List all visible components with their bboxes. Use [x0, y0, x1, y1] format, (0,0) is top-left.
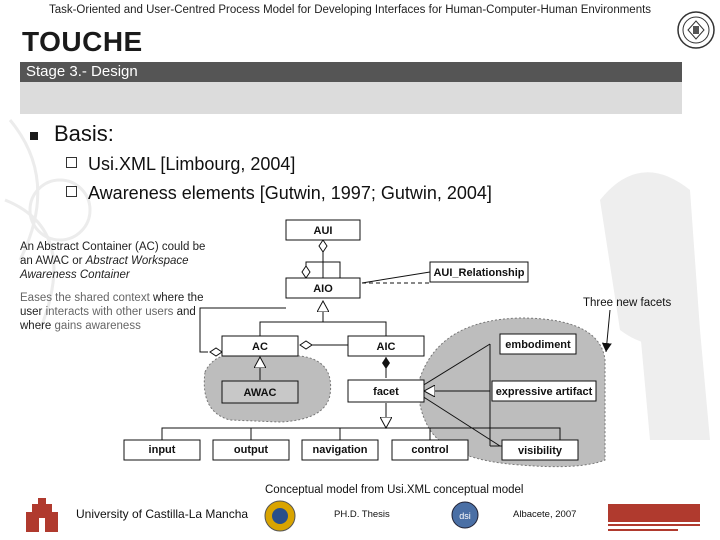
svg-text:visibility: visibility	[517, 445, 563, 457]
node-ac	[222, 336, 298, 356]
svg-text:embodiment: embodiment	[505, 339, 571, 351]
svg-text:AC: AC	[252, 341, 268, 353]
sub-bullet-text: Awareness elements [Gutwin, 1997; Gutwin, 2004]	[88, 183, 492, 203]
svg-text:output: output	[233, 444, 269, 456]
svg-text:navigation: navigation	[312, 444, 368, 456]
note-line: where	[20, 320, 55, 332]
footer-university: University of Castilla-La Mancha	[76, 507, 249, 521]
note-line: An Abstract Container (AC) could be	[20, 241, 206, 253]
node-output	[213, 440, 289, 460]
louise-logo-icon	[606, 502, 702, 536]
svg-text:AIO: AIO	[313, 283, 333, 295]
sub-bullet-text: Usi.XML [Limbourg, 2004]	[88, 154, 296, 174]
svg-text:AWAC: AWAC	[243, 387, 277, 399]
node-aui-relationship	[430, 262, 528, 282]
node-embodiment	[500, 334, 576, 354]
svg-text:AIC: AIC	[376, 341, 396, 353]
university-logo-icon	[262, 498, 298, 534]
note-line: an AWAC or	[20, 255, 86, 267]
note-line: and	[173, 306, 196, 318]
node-aio	[286, 278, 360, 298]
node-aic	[348, 336, 424, 356]
node-control	[392, 440, 468, 460]
node-visibility	[502, 440, 578, 460]
note-line: interacts with other users	[45, 306, 174, 318]
note-emphasis: Awareness Container	[20, 269, 130, 281]
svg-text:expressive artifact: expressive artifact	[495, 386, 593, 398]
note-emphasis: Abstract Workspace	[85, 255, 189, 267]
note-line: user	[20, 306, 46, 318]
node-facet	[348, 380, 424, 402]
svg-text:facet: facet	[373, 386, 399, 398]
note-line: gains awareness	[54, 320, 141, 332]
node-awac	[222, 381, 298, 403]
node-expressive-artifact	[492, 381, 596, 401]
node-navigation	[302, 440, 378, 460]
footer-date: Albacete, 2007	[513, 509, 577, 520]
svg-text:AUI_Relationship: AUI_Relationship	[433, 267, 525, 279]
node-input	[124, 440, 200, 460]
svg-text:AUI: AUI	[313, 225, 333, 237]
bullet-basis: Basis:	[54, 121, 114, 146]
svg-text:input: input	[148, 444, 176, 456]
note-line: Eases the shared context	[20, 292, 153, 304]
brand-title: TOUCHE	[22, 26, 143, 57]
presentation-subtitle: Task-Oriented and User-Centred Process Model for Developing Interfaces for Human-Computer-Human Environments	[48, 4, 652, 16]
stage-label: Stage 3.- Design	[26, 63, 138, 80]
castle-logo-icon	[22, 494, 62, 534]
dsi-logo-icon	[450, 500, 480, 530]
svg-text:dsi: dsi	[459, 511, 471, 521]
node-aui	[286, 220, 360, 240]
footer-thesis: PH.D. Thesis	[334, 509, 390, 520]
diagram-caption: Conceptual model from Usi.XML conceptual model	[265, 484, 524, 496]
three-new-facets-label: Three new facets	[583, 297, 672, 309]
svg-text:control: control	[411, 444, 449, 456]
note-line: where the	[152, 292, 204, 304]
